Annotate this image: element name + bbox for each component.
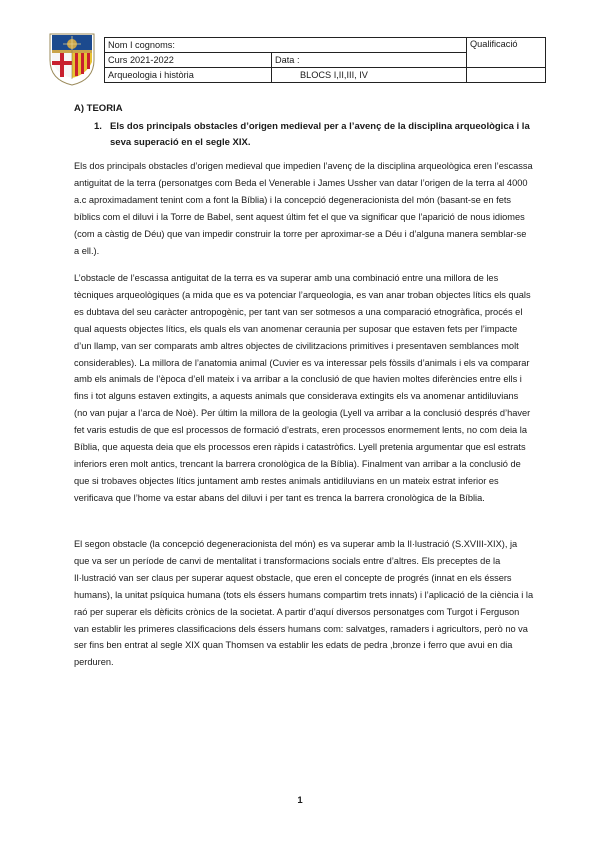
section-title: A) TEORIA [74,103,123,114]
university-crest-logo [48,30,96,86]
page-number: 1 [297,795,303,806]
name-field: Nom I cognoms: [105,38,467,53]
grade-label: Qualificació [467,38,546,68]
date-field: Data : [272,53,467,68]
blocks-field: BLOCS I,II,III, IV [272,68,467,83]
question-number: 1. [94,121,102,132]
subject-field: Arqueologia i història [105,68,272,83]
question-item [94,119,534,151]
grade-box [467,68,546,83]
answer-paragraph-1: Els dos principals obstacles d’origen medieval que impedien l’avenç de la disciplina arqueològica eren l’escassa antiguitat de la terra (personatges com Beda el Venerable i James Ussher van datar l’origen de la terra al 4000 a.c aproximadament tenint com a font la Bíblia) i la concepció degeneracionista del món (basant-se en fets bíblics com el diluvi i la Torre de Babel, sent aquest últim fet el que va significar que l’aparició de nous idiomes (com a càstig de Déu) que van impedir construir la torre per aproximar-se a Déu i d’alguna manera semblar-se a ell.). [74,161,533,256]
question-text: Els dos principals obstacles d’origen medieval per a l’avenç de la disciplina arqueològica i la seva superació en el segle XIX. [110,121,530,148]
course-field: Curs 2021-2022 [105,53,272,68]
header-table [104,37,546,83]
answer-paragraph-3: El segon obstacle (la concepció degeneracionista del món) es va superar amb la Il·lustració (S.XVIII-XIX), ja que va ser un període de canvi de mentalitat i transformacions socials entre d’altres. Els preceptes de la Il·lustració van ser claus per superar aquest obstacle, que eren el concepte de progrés (innat en els éssers humans), la unitat psíquica humana (tots els éssers humans compartim trets innats) i l’aplicació de la ciència i la raó per superar els dèficits crònics de la societat. A partir d’aquí diversos personatges com Turgot i Ferguson van establir les primeres classificacions dels éssers humans com: salvatges, ramaders i agricultors, però no va ser fins ben entrat al segle XIX quan Thomsen va establir les edats de pedra ,bronze i ferro que avui en dia perduren. [74,539,534,668]
answer-paragraph-2: L’obstacle de l’escassa antiguitat de la terra es va superar amb una combinació entre una millora de les tècniques arqueològiques (a mida que es va potenciar l’arqueologia, es van anar troban objectes lítics els quals es dubtava del seu caràcter antropogènic, per tant van ser sotmesos a una comparació etnogràfica, procés el qual aquests objectes lítics, els quals els van anomenar ceraunia per suposar que estaven fets per l’impacte d’un llamp, van ser comparats amb altres objectes de civilitzacions primitives i presentaven semblances molt considerables). La millora de l’anatomia animal (Cuvier es va interessar pels fòssils d’animals i els va comparar amb els animals de l’època d’ell mateix i va arribar a la conclusió de que havien moltes diferències entre ells i fins i tot alguns estaven extingits, a aquests animals que considerava extingits els va anomenar antidiluvians (no van pujar a l’arca de Noè). Per últim la millora de la geologia (Lyell va arribar a la conclusió després d’haver fet varis estudis de que esl processos de formació d’estrats, eren processos enormement lents, no com deia la Bíblia, que aquesta deia que els processos eren ràpids i catastròfics. Lyell pretenia argumentar que esl estrats inferiors eren molt antics, trencant la barrera cronològica de la Bíblia). Finalment van arribar a la conclusió de que si trobaves objectes lítics juntament amb restes animals antidiluvians en un mateix estrat inferior es verificava que l’home va estar abans del diluvi i per tant es trenca la barrera cronològica de la Bíblia. [74,273,531,503]
